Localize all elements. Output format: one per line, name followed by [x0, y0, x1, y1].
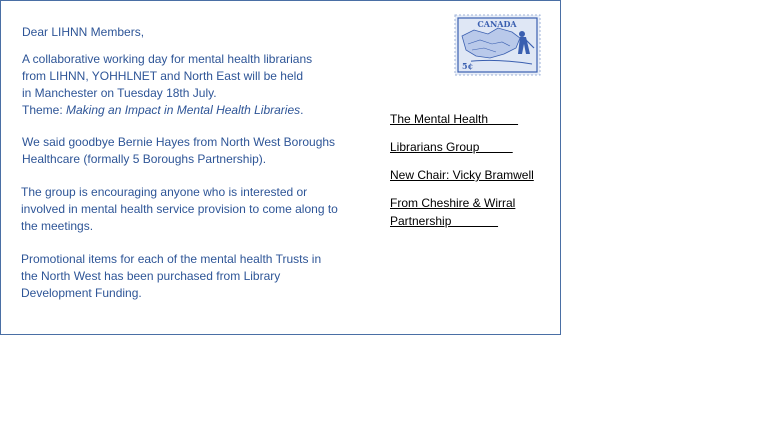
text-line: Healthcare (formally 5 Boroughs Partnership). — [22, 152, 267, 166]
text-line: in Manchester on Tuesday 18th July. — [22, 86, 217, 100]
paragraph-promotional — [21, 251, 361, 302]
paragraph-working-day — [22, 51, 362, 119]
address-line-2: Librarians Group — [390, 140, 513, 154]
text-line: involved in mental health service provision to come along to — [21, 202, 338, 216]
theme-label: Theme: — [22, 103, 67, 117]
theme-end: . — [300, 103, 304, 117]
address-line-1: The Mental Health — [390, 112, 519, 126]
text-line: Promotional items for each of the mental health Trusts in — [21, 252, 322, 266]
address-line-4 — [390, 194, 515, 230]
greeting: Dear LIHNN Members, — [22, 25, 145, 39]
text-line: the meetings. — [21, 219, 94, 233]
paragraph-encouraging — [21, 184, 366, 235]
text-line: The group is encouraging anyone who is interested or — [21, 185, 308, 199]
text-line: the North West has been purchased from Library — [21, 269, 281, 283]
text-line: from LIHNN, YOHHLNET and North East will be held — [22, 69, 303, 83]
stamp-value: 5¢ — [462, 61, 474, 71]
text-line: We said goodbye Bernie Hayes from North West Boroughs — [22, 135, 336, 149]
paragraph-goodbye — [22, 134, 362, 168]
address-line-4-text: From Cheshire & Wirral — [390, 196, 516, 210]
text-line: A collaborative working day for mental health librarians — [22, 52, 313, 66]
postage-stamp — [454, 14, 541, 76]
theme-title: Making an Impact in Mental Health Libraries — [66, 103, 301, 117]
address-line-3: New Chair: Vicky Bramwell — [390, 168, 534, 182]
text-line: Development Funding. — [21, 286, 142, 300]
address-line-5-text: Partnership — [390, 214, 499, 228]
stamp-country: CANADA — [477, 19, 517, 29]
